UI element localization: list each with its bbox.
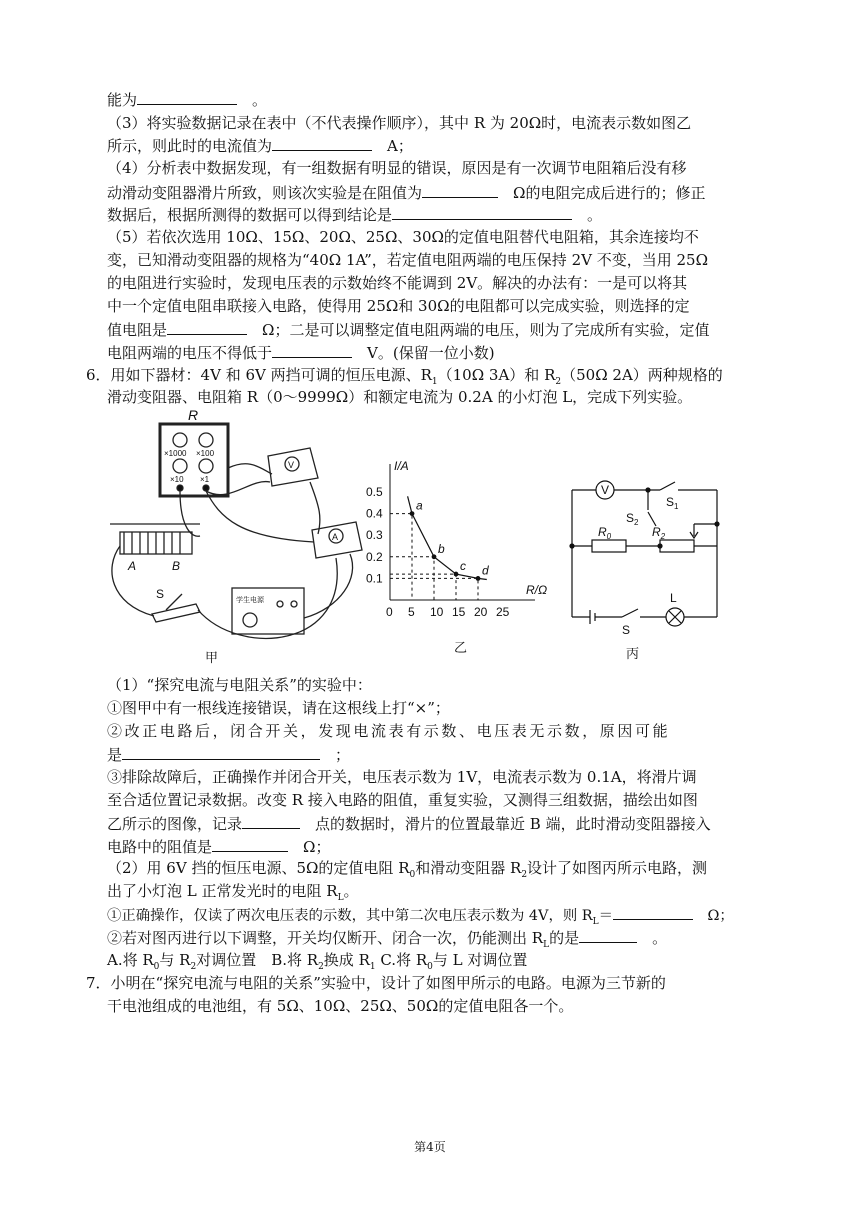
lamp-label: L bbox=[670, 591, 677, 605]
switch-s2-label: $S_2$ bbox=[626, 511, 639, 527]
data-point bbox=[432, 554, 437, 559]
rheostat-r2-label: $R_2$ bbox=[652, 525, 666, 541]
text-line: 至合适位置记录数据。改变 R 接入电路的阻值，重复实验，又测得三组数据，描绘出如图 bbox=[107, 791, 698, 809]
voltmeter-label: V bbox=[601, 483, 610, 497]
resistance-box bbox=[160, 424, 228, 496]
text-line: ①图甲中有一根线连接错误，请在这根线上打“×”； bbox=[107, 699, 450, 717]
rheostat-r2 bbox=[660, 540, 694, 552]
question-6-line: 6．用如下器材：4V 和 6V 两挡可调的恒压电源、$R_1(10\Omega$ 3A）和 $R_2(50\Omega$ 2A）两种规格的 bbox=[86, 366, 723, 387]
switch-s-label: S bbox=[622, 623, 631, 637]
text-line: 干电池组成的电池组，有 5Ω、10Ω、25Ω、50Ω的定值电阻各一个。 bbox=[107, 997, 574, 1015]
x-tick-label: 0 bbox=[386, 605, 393, 619]
voltmeter-symbol: V bbox=[288, 460, 295, 470]
text-line: 值电阻是 Ω；二是可以调整定值电阻两端的电压，则为了完成所有实验，定值 bbox=[107, 318, 709, 341]
text-line: （4）分析表中数据发现，有一组数据有明显的错误，原因是有一次调节电阻箱后没有移 bbox=[107, 159, 687, 177]
question-7-line: 7．小明在“探究电流与电阻的关系”实验中，设计了如图甲所示的电路。电源为三节新的 bbox=[86, 974, 666, 992]
y-tick-label: 0.5 bbox=[366, 485, 383, 499]
answer-blank[interactable] bbox=[613, 903, 693, 920]
text-line: 乙所示的图像，记录 点的数据时，滑片的位置最靠近 B 端，此时滑动变阻器接入 bbox=[107, 812, 711, 835]
power-supply-label: 学生电源 bbox=[236, 597, 264, 604]
text-line: 是 ； bbox=[107, 743, 350, 766]
answer-blank[interactable] bbox=[579, 926, 637, 943]
power-supply bbox=[232, 588, 304, 634]
answer-blank[interactable] bbox=[242, 812, 300, 829]
dial-label: ×1000 bbox=[164, 449, 187, 458]
rheostat-terminal-b: B bbox=[172, 559, 181, 573]
data-point bbox=[454, 572, 459, 577]
switch-s1-label: $S_1$ bbox=[666, 495, 679, 511]
text-line: （3）将实验数据记录在表中（不代表操作顺序），其中 R 为 20Ω时，电流表示数如图乙 bbox=[107, 114, 692, 132]
answer-blank[interactable] bbox=[212, 835, 288, 852]
text-line: 数据后，根据所测得的数据可以得到结论是 。 bbox=[107, 203, 602, 226]
switch bbox=[152, 604, 200, 622]
text-line: A.将 $R_0$与 $R_2$对调位置 B.将 $R_2$换成 $R_1$ C.将 $R_0$与 L 对调位置 bbox=[107, 951, 528, 972]
x-tick-label: 20 bbox=[474, 605, 488, 619]
answer-blank[interactable] bbox=[392, 203, 572, 220]
figure-bing-circuit bbox=[570, 481, 719, 661]
resistance-box-label: R bbox=[188, 408, 199, 423]
text-line: （1）“探究电流与电阻关系”的实验中： bbox=[107, 676, 372, 694]
text-line: 滑动变阻器、电阻箱 R（0～9999Ω）和额定电流为 0.2A 的小灯泡 L，完成下列实验。 bbox=[107, 388, 693, 406]
y-tick-label: 0.4 bbox=[366, 506, 383, 521]
rheostat-terminal-a: A bbox=[128, 559, 137, 573]
ammeter-symbol: A bbox=[332, 532, 339, 542]
figure-label-jia: 甲 bbox=[205, 650, 219, 665]
data-point-label: a bbox=[416, 498, 423, 513]
resistor-r0-label: $R_0$ bbox=[598, 525, 612, 541]
data-point bbox=[410, 511, 415, 516]
y-tick-label: 0.3 bbox=[366, 528, 383, 543]
data-point-label: c bbox=[460, 559, 466, 574]
switch-s bbox=[622, 609, 638, 617]
text-line: 变，已知滑动变阻器的规格为“40Ω 1A”，若定值电阻两端的电压保持 2V 不变，当用 25Ω bbox=[107, 251, 709, 269]
resistor-r0 bbox=[592, 540, 626, 552]
figure-label-yi: 乙 bbox=[454, 640, 468, 655]
x-axis-label: R/Ω bbox=[526, 583, 548, 597]
text-line: 中一个定值电阻串联接入电路，使得用 25Ω和 30Ω的电阻都可以完成实验，则选择的定 bbox=[107, 297, 690, 315]
page-footer: 第4页 bbox=[414, 1140, 446, 1154]
text-line: 能为 。 bbox=[107, 88, 267, 111]
text-line: 的电阻进行实验时，发现电压表的示数始终不能调到 2V。解决的办法有：一是可以将其 bbox=[107, 274, 688, 292]
data-point-label: b bbox=[438, 541, 445, 556]
text-line: 电阻两端的电压不得低于 V。(保留一位小数) bbox=[107, 341, 495, 364]
data-point bbox=[476, 576, 481, 581]
text-line: 所示，则此时的电流值为 A； bbox=[107, 134, 413, 157]
data-point-label: d bbox=[482, 563, 489, 578]
text-line: （5）若依次选用 10Ω、15Ω、20Ω、25Ω、30Ω的定值电阻替代电阻箱，其余连接均不 bbox=[107, 228, 699, 246]
answer-blank[interactable] bbox=[422, 181, 498, 198]
text-line: （2）用 6V 挡的恒压电源、5Ω的定值电阻 $R_0$和滑动变阻器 $R_2$设计了如图丙所示电路，测 bbox=[107, 859, 708, 880]
answer-blank[interactable] bbox=[122, 743, 320, 760]
figure-label-bing: 丙 bbox=[626, 646, 640, 661]
figure-jia bbox=[110, 408, 362, 665]
switch-s2 bbox=[648, 512, 656, 526]
text-line: 动滑动变阻器滑片所致，则该次实验是在阻值为 Ω的电阻完成后进行的；修正 bbox=[107, 181, 705, 204]
text-line: ①正确操作，仅读了两次电压表的示数，其中第二次电压表示数为 4V，则 $R_L=$ Ω； bbox=[107, 903, 734, 933]
text-line: 电路中的阻值是 Ω； bbox=[107, 835, 330, 858]
y-tick-label: 0.2 bbox=[366, 549, 383, 564]
switch-s1 bbox=[660, 482, 675, 490]
dial-label: ×10 bbox=[170, 475, 184, 484]
x-tick-label: 5 bbox=[408, 605, 415, 619]
answer-blank[interactable] bbox=[167, 318, 247, 335]
answer-blank[interactable] bbox=[137, 88, 237, 105]
x-tick-label: 25 bbox=[496, 605, 510, 619]
y-axis-label: I/A bbox=[394, 459, 409, 473]
text-line: ②若对图丙进行以下调整，开关均仅断开、闭合一次，仍能测出 $R_L$的是 。 bbox=[107, 926, 667, 956]
x-tick-label: 10 bbox=[430, 605, 444, 619]
figure-yi-chart bbox=[366, 459, 547, 655]
dial-label: ×1 bbox=[200, 475, 210, 484]
figure-area bbox=[100, 408, 760, 668]
dial-label: ×100 bbox=[196, 449, 215, 458]
text-line: ②改正电路后，闭合开关，发现电流表有示数、电压表无示数，原因可能 bbox=[107, 722, 671, 740]
answer-blank[interactable] bbox=[272, 341, 352, 358]
text-line: ③排除故障后，正确操作并闭合开关，电压表示数为 1V，电流表示数为 0.1A，将滑片调 bbox=[107, 768, 697, 786]
x-tick-label: 15 bbox=[452, 605, 466, 619]
switch-label: S bbox=[156, 587, 165, 601]
answer-blank[interactable] bbox=[272, 134, 372, 151]
y-tick-label: 0.1 bbox=[366, 571, 383, 586]
text-line: 出了小灯泡 L 正常发光时的电阻 $R_L$。 bbox=[107, 882, 359, 903]
